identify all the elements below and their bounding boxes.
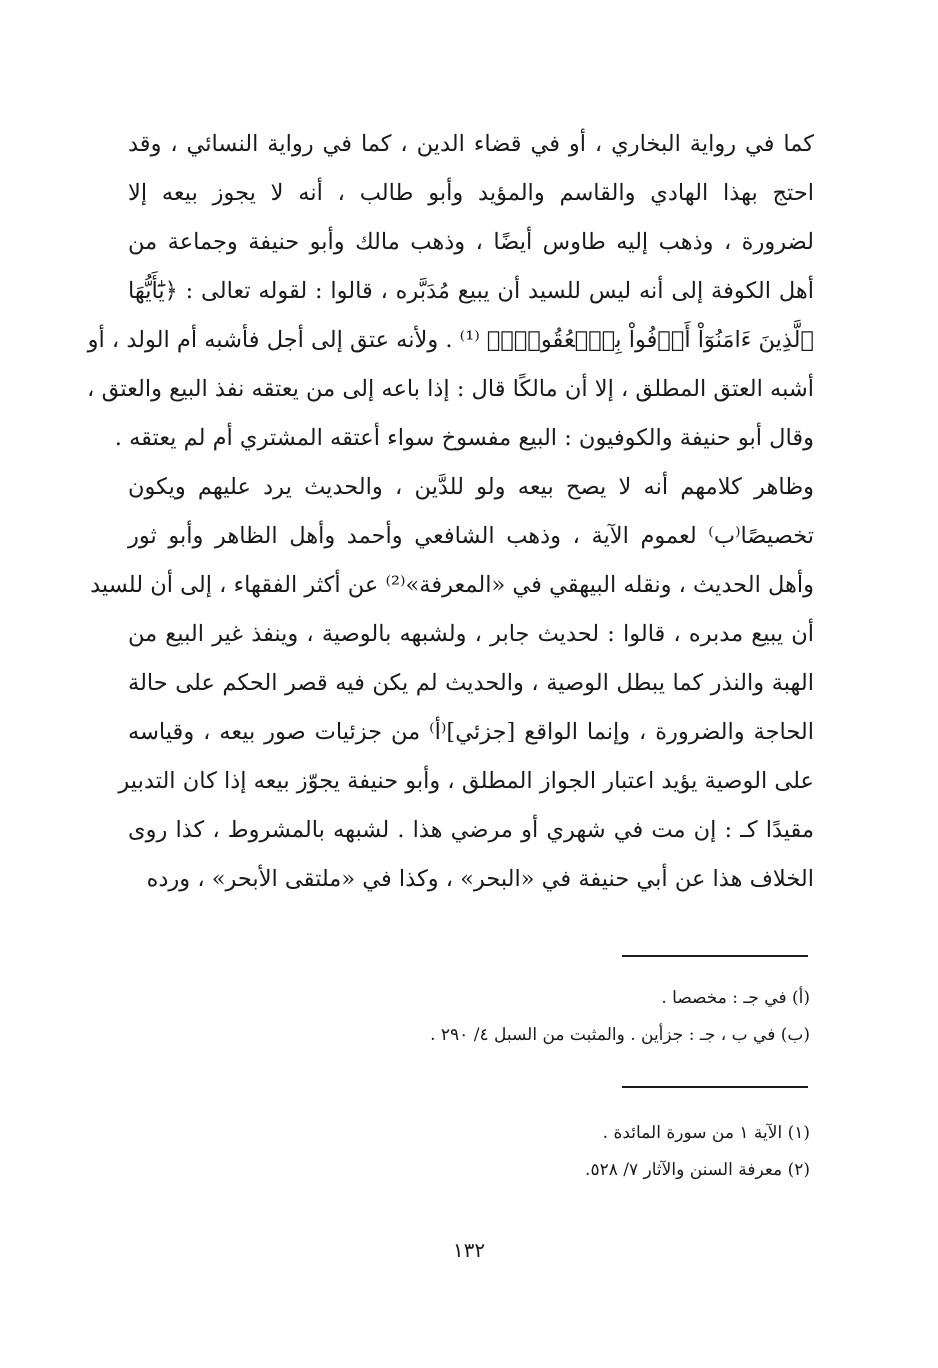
text-line: احتج بهذا الهادي والقاسم والمؤيد وأبو طالب ، أنه لا يجوز بيعه إلا: [128, 180, 814, 206]
text-line: وقال أبو حنيفة والكوفيون : البيع مفسوخ سواء أعتقه المشتري أم لم يعتقه .: [114, 425, 814, 451]
text-line: كما في رواية البخاري ، أو في قضاء الدين ، كما في رواية النسائي ، وقد: [128, 131, 814, 157]
variant-notes: [130, 980, 810, 1054]
text-line: الحاجة والضرورة ، وإنما الواقع [جزئي]⁽أ⁾ من جزئيات صور بيعه ، وقياسه: [128, 719, 814, 745]
text-line: مقيدًا كـ : إن مت في شهري أو مرضي هذا . لشبهه بالمشروط ، كذا روى: [128, 817, 814, 843]
text-line: الهبة والنذر كما يبطل الوصية ، والحديث لم يكن فيه قصر الحكم على حالة: [128, 670, 814, 696]
footnote-separator: [622, 1086, 808, 1088]
text-line: أشبه العتق المطلق ، إلا أن مالكًا قال : إذا باعه إلى من يعتقه نفذ البيع والعتق ،: [87, 376, 814, 402]
source-notes: [130, 1115, 810, 1189]
text-line: تخصيصًا⁽ب⁾ لعموم الآية ، وذهب الشافعي وأحمد وأهل الظاهر وأبو ثور: [128, 523, 814, 549]
text-line: وظاهر كلامهم أنه لا يصح بيعه ولو للدَّين ، والحديث يرد عليهم ويكون: [128, 474, 814, 500]
page-number: ١٣٢: [452, 1238, 486, 1262]
main-text: [87, 120, 814, 904]
source-note: (٢) معرفة السنن والآثار ٧/ ٥٢٨.: [585, 1160, 810, 1180]
footnote-separator: [622, 955, 808, 957]
text-line: أهل الكوفة إلى أنه ليس للسيد أن يبيع مُدَبَّره ، قالوا : لقوله تعالى : ﴿يَٰٓأَيُّهَا: [128, 278, 814, 304]
source-note: (١) الآية ١ من سورة المائدة .: [602, 1123, 810, 1143]
text-line: على الوصية يؤيد اعتبار الجواز المطلق ، وأبو حنيفة يجوّز بيعه إذا كان التدبير: [118, 768, 814, 794]
text-line: أن يبيع مدبره ، قالوا : لحديث جابر ، ولشبهه بالوصية ، وينفذ غير البيع من: [128, 621, 814, 647]
text-line: لضرورة ، وذهب إليه طاوس أيضًا ، وذهب مالك وأبو حنيفة وجماعة من: [128, 229, 814, 255]
text-line: ٱلَّذِينَ ءَامَنُوٓاْ أَوۡفُواْ بِٱلۡعُقُودِۚ﴾ ⁽¹⁾ . ولأنه عتق إلى أجل فأشبه أم الولد ، أو: [87, 327, 814, 353]
variant-note: (أ) في جـ : مخصصا .: [661, 988, 810, 1008]
text-line: الخلاف هذا عن أبي حنيفة في «البحر» ، وكذا في «ملتقى الأبحر» ، ورده: [146, 866, 814, 892]
variant-note: (ب) في ب ، جـ : جزأين . والمثبت من السبل ٤/ ٢٩٠ .: [430, 1025, 810, 1045]
text-line: وأهل الحديث ، ونقله البيهقي في «المعرفة»⁽²⁾ عن أكثر الفقهاء ، إلى أن للسيد: [90, 572, 814, 598]
